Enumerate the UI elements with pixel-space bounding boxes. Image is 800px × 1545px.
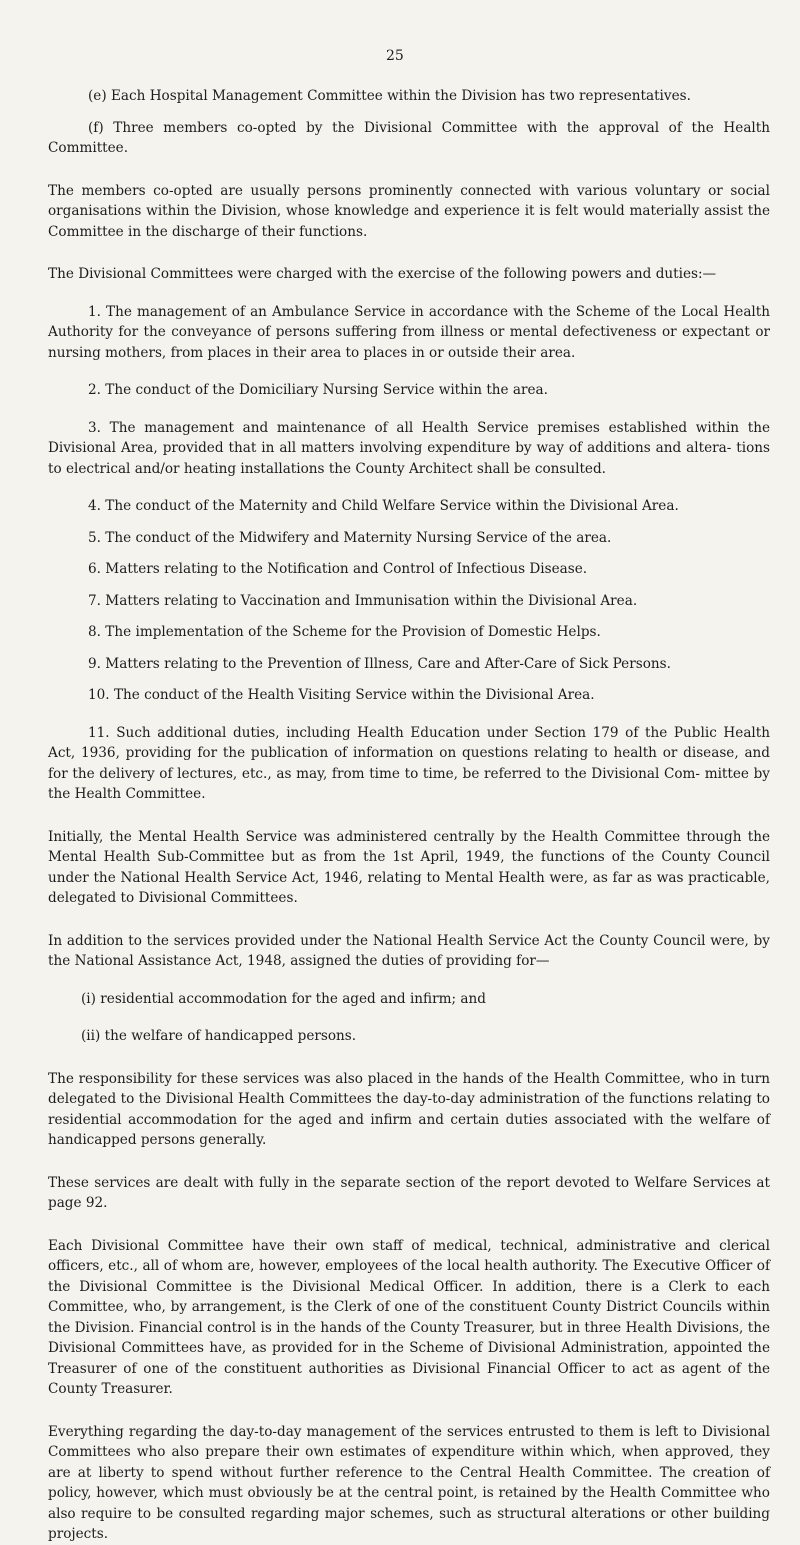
duty-11: 11. Such additional duties, including Health Education under Section 179 of the Public Health Act, 1936, providing for the publication of information on questions relating to health or disease, and for the delivery of lectures, etc., as may, from time to time, be referred to the Divisional Com- mittee by the Health Committee. [48,724,770,802]
item-f: (f) Three members co-opted by the Divisional Committee with the approval of the Health Committee. [48,119,770,156]
item-e: (e) Each Hospital Management Committee within the Division has two representatives. [88,88,691,104]
duty-10: 10. The conduct of the Health Visiting Service within the Divisional Area. [88,687,595,703]
provision-i: (i) residential accommodation for the aged and infirm; and [81,990,486,1007]
provision-ii: (ii) the welfare of handicapped persons. [81,1028,357,1044]
duty-7: 7. Matters relating to Vaccination and Immunisation within the Divisional Area. [88,592,638,609]
duty-8: 8. The implementation of the Scheme for the Provision of Domestic Helps. [88,624,601,640]
para-coopted: The members co-opted are usually persons prominently connected with various voluntary or social organisations within the Division, whose knowledge and experience it is felt would materially assist the Committee in the discharge of their functions. [48,182,770,240]
duty-1: 1. The management of an Ambulance Service in accordance with the Scheme of the Local Health Authority for the conveyance of persons suffering from illness or mental defectiveness or expectant or nursing mothers, from places in their area to places in or outside their area. [48,303,770,361]
para-mental-health: Initially, the Mental Health Service was administered centrally by the Health Committee through the Mental Health Sub-Committee but as from the 1st April, 1949, the functions of the County Council under the National Health Service Act, 1946, relating to Mental Health were, as far as was practicable, delegated to Divisional Committees. [48,828,770,906]
duty-3: 3. The management and maintenance of all Health Service premises established within the Divisional Area, provided that in all matters involving expenditure by way of additions and altera- tions to electrical and/or heating installations the County Architect shall be consulted. [48,419,770,477]
para-duties-intro: The Divisional Committees were charged with the exercise of the following powers and duties:— [48,266,717,282]
duty-9: 9. Matters relating to the Prevention of Illness, Care and After-Care of Sick Persons. [88,655,671,672]
duty-5: 5. The conduct of the Midwifery and Maternity Nursing Service of the area. [88,529,612,546]
duty-2: 2. The conduct of the Domiciliary Nursing Service within the area. [88,382,548,398]
para-staff: Each Divisional Committee have their own staff of medical, technical, administrative and clerical officers, etc., all of whom are, however, employees of the local health authority. The Executive Officer of the Divisional Committee is the Divisional Medical Officer. In addition, there is a Clerk to each Committee, who, by arrangement, is the Clerk of one of the constituent County District Councils within the Division. Financial control is in the hands of the County Treasurer, but in three Health Divisions, the Divisional Committees have, as provided for in the Scheme of Divisional Administration, appointed the Treasurer of one of the constituent authorities as Divisional Financial Officer to act as agent of the County Treasurer. [48,1237,770,1397]
para-responsibility: The responsibility for these services was also placed in the hands of the Health Committee, who in turn delegated to the Divisional Health Committees the day-to-day administration of the functions relating to residential accommodation for the aged and infirm and certain duties associated with the welfare of handicapped persons generally. [48,1070,770,1148]
page-number: 25 [386,48,404,64]
duty-6: 6. Matters relating to the Notification and Control of Infectious Disease. [88,561,588,577]
para-national-assistance: In addition to the services provided under the National Health Service Act the County Council were, by the National Assistance Act, 1948, assigned the duties of providing for— [48,932,770,969]
duty-4: 4. The conduct of the Maternity and Child Welfare Service within the Divisional Area. [88,498,679,514]
para-everything: Everything regarding the day-to-day management of the services entrusted to them is left to Divisional Committees who also prepare their own estimates of expenditure within which, when approved, they are at liberty to spend without further reference to the Central Health Committee. The creation of policy, however, which must obviously be at the central point, is retained by the Health Committee who also require to be consulted regarding major schemes, such as structural alterations or other building projects. [48,1423,770,1542]
para-welfare-section: These services are dealt with fully in the separate section of the report devoted to Welfare Services at page 92. [48,1174,770,1211]
